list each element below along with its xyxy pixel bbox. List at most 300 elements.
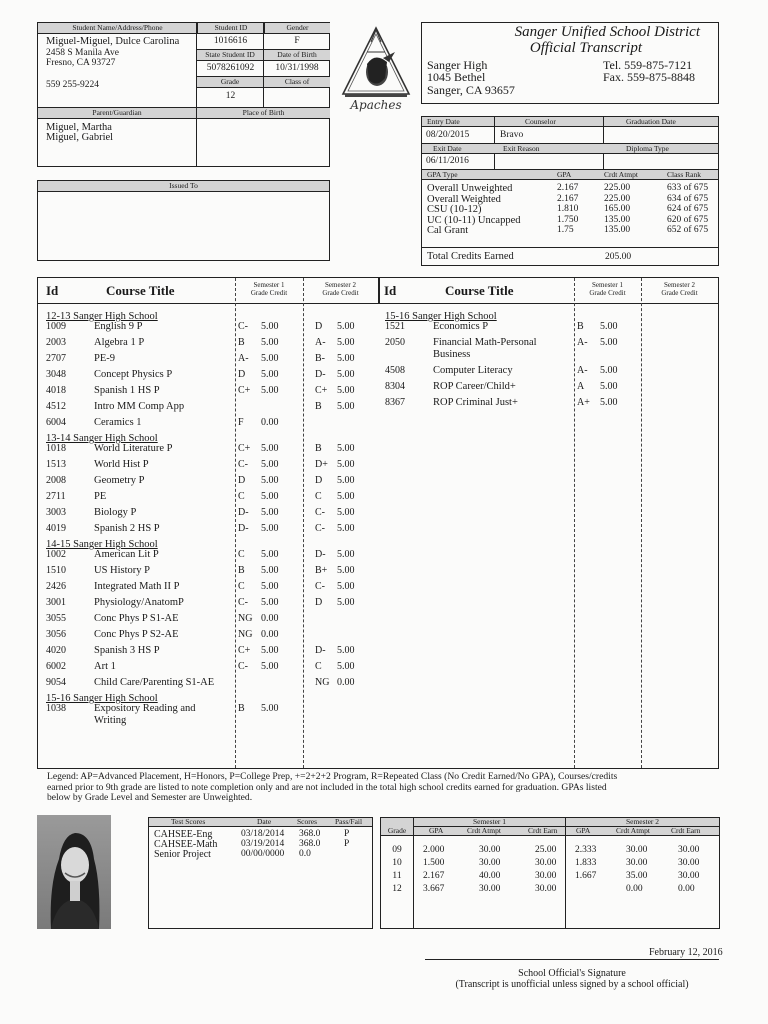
sem1-grade: C- — [238, 661, 248, 672]
sem2-credit: 5.00 — [337, 645, 355, 656]
gpa-credits-attempted: 135.00 — [604, 225, 631, 235]
sem2-credit: 5.00 — [337, 597, 355, 608]
entry-gpa-box — [421, 116, 719, 266]
sem1-grade: C+ — [238, 385, 251, 396]
sem1-grade: A- — [238, 353, 249, 364]
gender-header: Gender — [264, 23, 330, 34]
course-title: Intro MM Comp App — [94, 401, 185, 412]
sem1-grade: C — [238, 581, 245, 592]
sem2-grade: C- — [315, 523, 325, 534]
right-sem1-sub: Grade Credit — [589, 289, 626, 297]
gpa-value: 2.167 — [557, 183, 579, 193]
exit-reason-header: Exit Reason — [503, 144, 540, 153]
right-sem2-label: Semester 2 — [664, 281, 695, 289]
sem2-earned: 30.00 — [678, 858, 700, 868]
sem2-earned: 30.00 — [678, 871, 700, 881]
sem1-grade: B — [238, 703, 245, 714]
course-title: PE — [94, 491, 107, 502]
class-rank-header: Class Rank — [667, 170, 701, 179]
course-id: 3055 — [46, 613, 66, 624]
course-title: Conc Phys P S2-AE — [94, 629, 179, 640]
student-photo — [37, 815, 111, 929]
sem1-earned: 30.00 — [535, 884, 557, 894]
sem1-grade: D- — [238, 507, 249, 518]
sem1-credit: 0.00 — [261, 629, 279, 640]
parent-1: Miguel, Martha — [46, 122, 112, 133]
course-id: 3001 — [46, 597, 66, 608]
sem1-credit: 5.00 — [261, 565, 279, 576]
sem2-grade: D — [315, 475, 323, 486]
course-title: Conc Phys P S1-AE — [94, 613, 179, 624]
course-title: World Hist P — [94, 459, 149, 470]
entry-date-header: Entry Date — [427, 117, 460, 126]
sem2-grade: NG — [315, 677, 330, 688]
sem1-grade: C- — [238, 321, 248, 332]
signature-note: (Transcript is unofficial unless signed by a school official) — [455, 979, 689, 990]
grade-level: 10 — [392, 858, 402, 868]
gpa-value: 1.750 — [557, 214, 579, 225]
gpa-credits-attempted: 225.00 — [604, 183, 631, 193]
sem1-credit: 5.00 — [600, 321, 618, 332]
course-id: 2050 — [385, 337, 405, 348]
course-title: Financial Math-Personal — [433, 337, 537, 348]
gpa-type: UC (10-11) Uncapped — [427, 214, 521, 226]
sem2-attempted: 30.00 — [626, 845, 648, 855]
signature-label: School Official's Signature — [518, 968, 626, 979]
test-name: Senior Project — [154, 849, 211, 860]
sem1-attempted: 30.00 — [479, 884, 501, 894]
sem1-credit: 5.00 — [261, 661, 279, 672]
sem1-credit: 5.00 — [261, 491, 279, 502]
sem1-grade: NG — [238, 629, 253, 640]
sem2-grade: C — [315, 491, 322, 502]
course-id: 1038 — [46, 703, 66, 714]
transcript-date: February 12, 2016 — [649, 947, 723, 958]
left-sem2-header — [303, 281, 378, 297]
entry-date: 08/20/2015 — [426, 130, 470, 140]
test-date: 03/19/2014 — [241, 839, 285, 849]
left-sem2-label: Semester 2 — [325, 281, 356, 289]
left-sem2-sub: Grade Credit — [322, 289, 359, 297]
sem1-credit: 0.00 — [261, 417, 279, 428]
semester1-header: Semester 1 — [472, 817, 507, 826]
sem1-gpa: 2.167 — [423, 871, 445, 881]
sem1-credit: 5.00 — [261, 385, 279, 396]
sem1-credit: 5.00 — [261, 321, 279, 332]
school-fax: Fax. 559-875-8848 — [603, 70, 695, 84]
school-year-heading: 12-13 Sanger High School — [46, 311, 158, 322]
student-portrait-icon — [37, 815, 111, 929]
sem2-grade: D- — [315, 369, 326, 380]
sem1-credit: 5.00 — [600, 381, 618, 392]
sem1-grade: A+ — [577, 397, 590, 408]
course-title: US History P — [94, 565, 151, 576]
district-box — [421, 22, 719, 104]
grade-level: 11 — [392, 871, 402, 881]
sem1-grade: C- — [238, 459, 248, 470]
place-of-birth-header: Place of Birth — [197, 108, 330, 119]
school-street: 1045 Bethel — [427, 70, 486, 84]
sem1-credit: 5.00 — [261, 549, 279, 560]
grade-header: Grade — [197, 77, 263, 88]
sem1-credit: 5.00 — [261, 369, 279, 380]
parent-header: Parent/Guardian — [38, 108, 196, 119]
school-tel: Tel. 559-875-7121 — [603, 58, 693, 72]
test-scores-header: Test Scores — [171, 817, 206, 826]
course-id: 2426 — [46, 581, 66, 592]
student-id: 1016616 — [213, 36, 248, 46]
sem1-credit: 5.00 — [261, 459, 279, 470]
test-pass-header: Pass/Fail — [335, 817, 363, 826]
right-sem1-label: Semester 1 — [592, 281, 623, 289]
sem2-credit: 5.00 — [337, 369, 355, 380]
sem1-grade: C+ — [238, 443, 251, 454]
sem2-credit: 5.00 — [337, 507, 355, 518]
sem1-gpa: 3.667 — [423, 884, 445, 894]
sem2-grade: D — [315, 597, 323, 608]
sem1-grade: B — [577, 321, 584, 332]
district-title: Sanger Unified School District — [514, 24, 700, 40]
exit-date: 06/11/2016 — [426, 156, 469, 166]
sem1-earned-header: Crdt Earn — [528, 826, 558, 835]
credits-attempted-header: Crdt Atmpt — [604, 170, 638, 179]
left-sem1-label: Semester 1 — [253, 281, 285, 289]
sem1-grade: C- — [238, 597, 248, 608]
sem1-credit: 5.00 — [261, 353, 279, 364]
grade-level: 09 — [392, 845, 402, 855]
gpa-class-rank: 652 of 675 — [667, 225, 709, 235]
exit-date-header: Exit Date — [433, 144, 462, 153]
sem1-credit: 5.00 — [261, 507, 279, 518]
counselor-header: Counselor — [525, 117, 556, 126]
sem2-attempted: 30.00 — [626, 858, 648, 868]
course-id: 3003 — [46, 507, 66, 518]
course-id: 2003 — [46, 337, 66, 348]
test-score: 0.0 — [299, 849, 311, 859]
course-title: Ceramics 1 — [94, 417, 142, 428]
sem2-credit: 5.00 — [337, 549, 355, 560]
course-id: 4508 — [385, 365, 405, 376]
sem1-gpa: 1.500 — [423, 858, 445, 868]
sem2-credit: 5.00 — [337, 491, 355, 502]
sem1-gpa-header: GPA — [429, 826, 444, 835]
test-name: CAHSEE-Math — [154, 839, 218, 850]
school-name: Sanger High — [427, 58, 488, 72]
gpa-class-rank: 620 of 675 — [667, 214, 709, 225]
sem2-credit: 5.00 — [337, 337, 355, 348]
course-id: 8367 — [385, 397, 405, 408]
test-score: 368.0 — [299, 829, 321, 839]
sem2-credit: 5.00 — [337, 401, 355, 412]
gpa-type: CSU (10-12) — [427, 204, 482, 215]
sem2-grade: D- — [315, 549, 326, 560]
sem2-gpa-header: GPA — [576, 826, 591, 835]
course-title: Algebra 1 P — [94, 337, 145, 348]
course-id: 8304 — [385, 381, 405, 392]
sem2-credit: 0.00 — [337, 677, 355, 688]
sem2-gpa: 1.833 — [575, 858, 597, 868]
courses-box — [37, 277, 719, 769]
class-of-header: Class of — [264, 77, 330, 88]
student-info-box — [37, 22, 330, 167]
sem1-grade: A — [577, 381, 585, 392]
course-title: ROP Criminal Just+ — [433, 397, 518, 408]
gpa-class-rank: 624 of 675 — [667, 204, 709, 214]
logo-caption: Apaches — [350, 98, 402, 112]
sem1-grade: F — [238, 417, 244, 428]
course-id: 4018 — [46, 385, 66, 396]
test-scores-box — [148, 817, 373, 929]
course-title: Expository Reading and — [94, 703, 196, 714]
grade: 12 — [225, 91, 236, 101]
grade-level: 12 — [392, 884, 402, 894]
school-logo — [337, 22, 415, 118]
issued-to-header: Issued To — [38, 181, 329, 192]
sem2-attempted: 35.00 — [626, 871, 648, 881]
state-student-id: 5078261092 — [206, 63, 255, 73]
gpa-credits-attempted: 165.00 — [604, 204, 631, 214]
school-year-heading: 13-14 Sanger High School — [46, 433, 158, 444]
sem2-credit: 5.00 — [337, 523, 355, 534]
test-pass: P — [344, 829, 350, 839]
sem2-grade: D+ — [315, 459, 328, 470]
sem2-credit: 5.00 — [337, 353, 355, 364]
gpa-value: 2.167 — [557, 193, 579, 204]
course-title: Spanish 2 HS P — [94, 523, 160, 534]
gpa-type: Overall Unweighted — [427, 183, 513, 194]
school-city: Sanger, CA 93657 — [427, 83, 515, 97]
sem1-credit: 5.00 — [261, 443, 279, 454]
sem1-credit: 5.00 — [261, 581, 279, 592]
course-title: PE-9 — [94, 353, 115, 364]
sem2-earned: 30.00 — [678, 845, 700, 855]
gender: F — [294, 36, 300, 46]
course-title: Physiology/AnatomP — [94, 597, 184, 608]
course-title: English 9 P — [94, 321, 143, 332]
left-sem1-sub: Grade Credit — [250, 289, 288, 297]
sem1-gpa: 2.000 — [423, 845, 445, 855]
course-title: Spanish 3 HS P — [94, 645, 160, 656]
gpa-header: GPA — [557, 170, 572, 179]
student-phone: 559 255-9224 — [46, 80, 100, 90]
sem2-grade: D — [315, 321, 323, 332]
course-id: 1521 — [385, 321, 405, 332]
student-name-header: Student Name/Address/Phone — [38, 23, 197, 34]
student-id-header: Student ID — [197, 23, 264, 34]
counselor: Bravo — [500, 130, 524, 140]
course-title: Biology P — [94, 507, 137, 518]
sem2-credit: 5.00 — [337, 443, 355, 454]
sem2-gpa: 1.667 — [575, 871, 597, 881]
sem2-grade: B- — [315, 353, 325, 364]
student-name: Miguel-Miguel, Dulce Carolina — [46, 36, 180, 47]
sem1-attempted: 40.00 — [479, 871, 501, 881]
sem1-credit: 5.00 — [600, 365, 618, 376]
test-date: 03/18/2014 — [241, 829, 285, 839]
sem2-grade: B — [315, 443, 322, 454]
sem2-credit: 5.00 — [337, 565, 355, 576]
school-year-heading: 15-16 Sanger High School — [385, 311, 497, 322]
sem1-grade: A- — [577, 337, 588, 348]
gpa-value: 1.810 — [557, 204, 579, 214]
course-title: Computer Literacy — [433, 365, 513, 376]
test-pass: P — [344, 839, 350, 849]
course-title: World Literature P — [94, 443, 173, 454]
left-course-title-header: Course Title — [106, 283, 175, 298]
sem1-grade: D — [238, 475, 246, 486]
sem2-grade: C — [315, 661, 322, 672]
test-score: 368.0 — [299, 839, 321, 849]
course-title: Child Care/Parenting S1-AE — [94, 677, 215, 688]
course-title: Integrated Math II P — [94, 581, 180, 592]
sem1-attempted-header: Crdt Atmpt — [467, 826, 501, 835]
legend — [47, 772, 727, 804]
grade-gpa-box — [380, 817, 720, 929]
gpa-value: 1.75 — [557, 225, 574, 235]
left-sem1-header — [235, 281, 303, 297]
gpa-type: Cal Grant — [427, 225, 469, 236]
sem2-grade: C- — [315, 581, 325, 592]
student-address-line1: 2458 S Manila Ave — [46, 48, 119, 58]
left-id-header: Id — [46, 283, 59, 298]
state-id-header: State Student ID — [197, 50, 263, 61]
course-id: 6002 — [46, 661, 66, 672]
sem2-attempted-header: Crdt Atmpt — [616, 826, 650, 835]
sem1-grade: C+ — [238, 645, 251, 656]
sem1-credit: 5.00 — [261, 337, 279, 348]
dob-header: Date of Birth — [264, 50, 330, 61]
gpa-class-rank: 633 of 675 — [667, 183, 709, 193]
sem1-grade: B — [238, 337, 245, 348]
course-id: 4020 — [46, 645, 66, 656]
sem1-credit: 5.00 — [600, 337, 618, 348]
semester2-header: Semester 2 — [625, 817, 660, 826]
gpa-credits-attempted: 135.00 — [604, 214, 631, 225]
sem1-credit: 5.00 — [600, 397, 618, 408]
right-course-title-header: Course Title — [445, 283, 514, 298]
legend-line3: below by Grade Level and Semester are Unweighted. — [47, 792, 253, 803]
gpa-class-rank: 634 of 675 — [667, 193, 709, 204]
test-score-header: Scores — [297, 817, 317, 826]
sem1-credit: 0.00 — [261, 613, 279, 624]
sem1-grade: A- — [577, 365, 588, 376]
transcript-title: Official Transcript — [529, 40, 642, 56]
student-address-line2: Fresno, CA 93727 — [46, 58, 116, 68]
course-id: 1513 — [46, 459, 66, 470]
course-id: 3056 — [46, 629, 66, 640]
sem2-gpa: 2.333 — [575, 845, 597, 855]
total-credits-label: Total Credits Earned — [427, 251, 514, 262]
sem1-earned: 30.00 — [535, 858, 557, 868]
sem2-grade: C+ — [315, 385, 328, 396]
course-title: Spanish 1 HS P — [94, 385, 160, 396]
right-sem2-header — [641, 281, 718, 297]
course-id: 4019 — [46, 523, 66, 534]
legend-line2: earned prior to 9th grade are listed to note completion only and are not included in the total high school credits earned for graduation. GPAs listed — [47, 781, 607, 793]
sem1-grade: B — [238, 565, 245, 576]
sem1-credit: 5.00 — [261, 703, 279, 714]
test-date: 00/00/0000 — [241, 849, 285, 859]
graduation-date-header: Graduation Date — [626, 117, 676, 126]
issued-to-box — [37, 180, 330, 261]
sem1-grade: C — [238, 491, 245, 502]
course-title: American Lit P — [94, 549, 159, 560]
sem1-grade: C — [238, 549, 245, 560]
sem2-grade: D- — [315, 645, 326, 656]
school-year-heading: 15-16 Sanger High School — [46, 693, 158, 704]
sem2-grade: B — [315, 401, 322, 412]
sem1-credit: 5.00 — [261, 475, 279, 486]
right-id-header: Id — [384, 283, 397, 298]
sem1-grade: NG — [238, 613, 253, 624]
sem2-credit: 5.00 — [337, 385, 355, 396]
legend-line1: Legend: AP=Advanced Placement, H=Honors, P=College Prep, +=2+2+2 Program, R=Repeated Class (No Credit Earned/No GPA), Courses/credits — [47, 771, 618, 782]
school-year-heading: 14-15 Sanger High School — [46, 539, 158, 550]
sem2-credit: 5.00 — [337, 459, 355, 470]
sem2-credit: 5.00 — [337, 475, 355, 486]
sem1-earned: 25.00 — [535, 845, 557, 855]
diploma-type-header: Diploma Type — [626, 144, 669, 153]
total-credits-value: 205.00 — [605, 252, 632, 262]
sem2-earned: 0.00 — [678, 884, 695, 894]
sem2-credit: 5.00 — [337, 321, 355, 332]
date-of-birth: 10/31/1998 — [275, 63, 319, 73]
gpa-credits-attempted: 225.00 — [604, 193, 631, 204]
parent-2: Miguel, Gabriel — [46, 132, 114, 143]
course-id: 2711 — [46, 491, 66, 502]
course-id: 1018 — [46, 443, 66, 454]
test-name: CAHSEE-Eng — [154, 829, 213, 840]
sem1-attempted: 30.00 — [479, 858, 501, 868]
right-sem2-sub: Grade Credit — [661, 289, 698, 297]
course-id: 6004 — [46, 417, 66, 428]
course-id: 3048 — [46, 369, 66, 380]
course-title: ROP Career/Child+ — [433, 381, 516, 392]
sem2-grade: A- — [315, 337, 326, 348]
course-id: 1510 — [46, 565, 66, 576]
sem1-attempted: 30.00 — [479, 845, 501, 855]
grade-level-header: Grade — [387, 826, 407, 835]
gpa-type-header: GPA Type — [427, 170, 458, 179]
sem2-credit: 5.00 — [337, 581, 355, 592]
sem1-earned: 30.00 — [535, 871, 557, 881]
course-id: 1002 — [46, 549, 66, 560]
sem2-credit: 5.00 — [337, 661, 355, 672]
course-id: 1009 — [46, 321, 66, 332]
course-title-cont: Business — [433, 349, 471, 360]
course-title: Art 1 — [94, 661, 116, 672]
course-title: Economics P — [433, 321, 489, 332]
course-id: 2008 — [46, 475, 66, 486]
course-id: 9054 — [46, 677, 66, 688]
sem1-grade: D — [238, 369, 246, 380]
sem2-grade: C- — [315, 507, 325, 518]
test-date-header: Date — [257, 817, 272, 826]
course-title-cont: Writing — [94, 715, 127, 726]
sem1-grade: D- — [238, 523, 249, 534]
gpa-type: Overall Weighted — [427, 193, 501, 205]
sem1-credit: 5.00 — [261, 523, 279, 534]
sem2-earned-header: Crdt Earn — [671, 826, 701, 835]
sem2-attempted: 0.00 — [626, 884, 643, 894]
sem1-credit: 5.00 — [261, 645, 279, 656]
course-id: 2707 — [46, 353, 66, 364]
sem2-grade: B+ — [315, 565, 328, 576]
right-sem1-header — [574, 281, 641, 297]
course-title: Concept Physics P — [94, 369, 173, 380]
course-id: 4512 — [46, 401, 66, 412]
sem1-credit: 5.00 — [261, 597, 279, 608]
